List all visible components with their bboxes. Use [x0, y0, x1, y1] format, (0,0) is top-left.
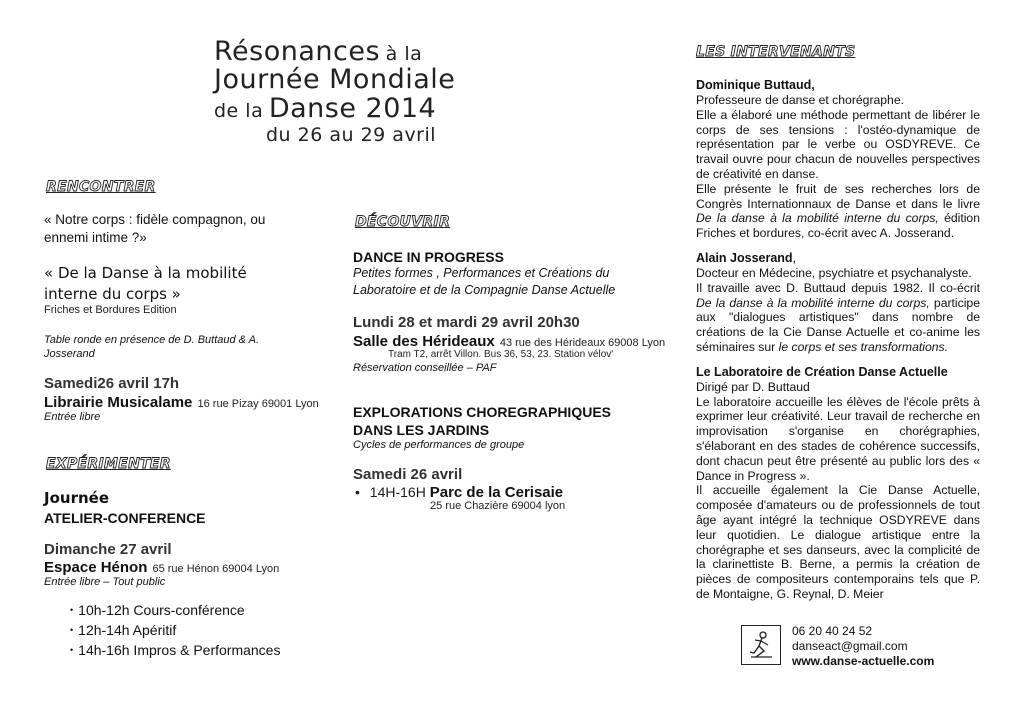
- event2-venue: Parc de la Cerisaie: [429, 484, 564, 501]
- title-a-la: à la: [385, 43, 423, 65]
- experimenter-title-1: Journée: [44, 489, 109, 507]
- title-line-1: [214, 36, 422, 67]
- title-dates: du 26 au 29 avril: [266, 124, 437, 146]
- p2-role: Docteur en Médecine, psychiatre et psychanalyste.: [696, 265, 972, 280]
- title-de-la: de la: [214, 100, 264, 122]
- p2-name: Alain Josserand: [696, 250, 793, 265]
- p3-name: Le Laboratoire de Création Danse Actuelle: [696, 364, 948, 379]
- quote-line-2: ennemi intime ?»: [44, 230, 147, 245]
- p1-text-2b: édition Friches et bordures, co-écrit avec A. Josserand.: [696, 211, 980, 241]
- event2-title: [353, 403, 611, 439]
- decouvrir-heading: DÉCOUVRIR: [355, 214, 451, 230]
- schedule-item: • 10h-12h Cours-conférence: [70, 601, 280, 621]
- p3-text-2: Il accueille également la Cie Danse Actuelle, composée d'amateurs ou de professionnels de tout âge ayant intégré la technique OSDYREVE dans leur quotidien. Le dialogue artistique entre la chorégraphe et ses danseurs, avec la complicité de la clarinettiste B. Berne, a permis la création de pièces de compositeurs contemporains tels que P. de Montaigne, G. Reynal, D. Meier: [696, 483, 980, 601]
- event1-venue: Salle des Hérideaux: [353, 333, 495, 350]
- rencontrer-heading: RENCONTRER: [46, 179, 156, 195]
- logo-dancer-icon: [741, 625, 781, 665]
- event2-title-line-2: DANS LES JARDINS: [353, 422, 490, 438]
- book-line-2: interne du corps »: [44, 285, 181, 303]
- rencontrer-address: 16 rue Pizay 69001 Lyon: [197, 398, 319, 410]
- event2-date: Samedi 26 avril: [353, 466, 463, 483]
- experimenter-venue: Espace Hénon: [44, 559, 148, 576]
- event2-description: Cycles de performances de groupe: [353, 439, 525, 451]
- event2-title-line-1: EXPLORATIONS CHOREGRAPHIQUES: [353, 404, 611, 420]
- experimenter-heading: EXPÉRIMENTER: [46, 456, 171, 472]
- p2-text-1: Il travaille avec D. Buttaud depuis 1982. Il co-écrit: [696, 280, 980, 295]
- schedule-item: • 12h-14h Apéritif: [70, 621, 280, 641]
- experimenter-address: 65 rue Hénon 69004 Lyon: [152, 563, 280, 575]
- rencontrer-book-title: [44, 263, 247, 305]
- experimenter-access: Entrée libre – Tout public: [44, 576, 166, 588]
- experimenter-venue-line: [44, 557, 279, 577]
- p3-text-1: Le laboratoire accueille les élèves de l'école prêts à exprimer leur créativité. Leur travail de recherche en improvisation s'organise en chorégraphies, s'élaborant en des stades de cohérence successifs, dont chacun peut être présenté au public lors des « Dance in Progress ».: [696, 394, 980, 483]
- table-ronde-line-2: Josserand: [44, 348, 95, 360]
- p2-name-line: [696, 251, 980, 266]
- p2-text: [696, 281, 980, 355]
- event1-venue-line: [353, 331, 665, 351]
- p1-name: Dominique Buttaud,: [696, 78, 815, 92]
- book-line-1: « De la Danse à la mobilité: [44, 264, 247, 282]
- intervenants-column: [696, 44, 980, 602]
- rencontrer-venue: Librairie Musicalame: [44, 394, 193, 411]
- p3-role: Dirigé par D. Buttaud: [696, 379, 810, 394]
- experimenter-schedule: [70, 601, 280, 661]
- title-danse-2014: Danse 2014: [268, 93, 437, 124]
- contact-block: [792, 624, 934, 669]
- p2-seminar: le corps et ses transformations.: [778, 339, 948, 354]
- event1-desc-line-2: Laboratoire et de la Compagnie Danse Actuelle: [353, 283, 616, 297]
- event2-time: 14H-16H: [369, 484, 426, 500]
- contact-website[interactable]: www.danse-actuelle.com: [792, 654, 935, 668]
- rencontrer-quote: [44, 211, 265, 247]
- event1-booking: Réservation conseillée – PAF: [353, 362, 497, 374]
- experimenter-title-2: ATELIER-CONFERENCE: [44, 510, 206, 526]
- event1-transport: Tram T2, arrêt Villon. Bus 36, 53, 23. Station vélov': [388, 349, 614, 360]
- event1-title: DANCE IN PROGRESS: [353, 249, 504, 265]
- table-ronde-line-1: Table ronde en présence de D. Buttaud & A.: [44, 334, 260, 346]
- rencontrer-venue-line: [44, 392, 319, 412]
- intervenants-heading: LES INTERVENANTS: [696, 44, 856, 60]
- p1-text-2: [696, 182, 980, 241]
- event1-date: Lundi 28 et mardi 29 avril 20h30: [353, 314, 580, 331]
- rencontrer-access: Entrée libre: [44, 411, 101, 423]
- event1-description: [353, 265, 615, 299]
- title-resonances: Résonances: [214, 36, 381, 67]
- p1-text-2a: Elle présente le fruit de ses recherches lors de Congrès Internationnaux de Danse et dans le livre: [696, 181, 980, 211]
- schedule-item: • 14h-16h Impros & Performances: [70, 641, 280, 661]
- contact-email[interactable]: danseact@gmail.com: [792, 639, 908, 653]
- p2-book: De la danse à la mobilité interne du corps,: [696, 295, 930, 310]
- rencontrer-publisher: Friches et Bordures Edition: [44, 304, 177, 316]
- bullet: •: [355, 484, 360, 500]
- p1-book: De la danse à la mobilité interne du corps,: [696, 211, 939, 226]
- event2-address: 25 rue Chazière 69004 lyon: [430, 500, 566, 512]
- title-line-3: [214, 93, 436, 124]
- p2-name-comma: ,: [792, 250, 797, 265]
- p1-role: Professeure de danse et chorégraphe.: [696, 93, 905, 107]
- rencontrer-table-ronde: [44, 333, 259, 361]
- p1-text-1: Elle a élaboré une méthode permettant de libérer le corps de ses tensions : l'ostéo-dynamique de représentation par le verbe ou OSDYREVE. Ce travail ouvre pour chacun de nouvelles perspectives de créativité en danse.: [696, 107, 980, 181]
- title-journee-mondiale: Journée Mondiale: [214, 64, 456, 95]
- p2-text-2: participe aux "dialogues artistiques" dans nombre de créations de la Cie Danse Actuelle et co-anime les séminaires sur: [696, 295, 980, 354]
- quote-line-1: « Notre corps : fidèle compagnon, ou: [44, 212, 266, 227]
- contact-phone: 06 20 40 24 52: [792, 624, 873, 638]
- experimenter-date: Dimanche 27 avril: [44, 541, 172, 558]
- event1-desc-line-1: Petites formes , Performances et Créations du: [353, 266, 610, 280]
- event1-address: 43 rue des Hérideaux 69008 Lyon: [499, 337, 666, 349]
- dancer-icon: [742, 626, 779, 663]
- rencontrer-date: Samedi26 avril 17h: [44, 375, 180, 392]
